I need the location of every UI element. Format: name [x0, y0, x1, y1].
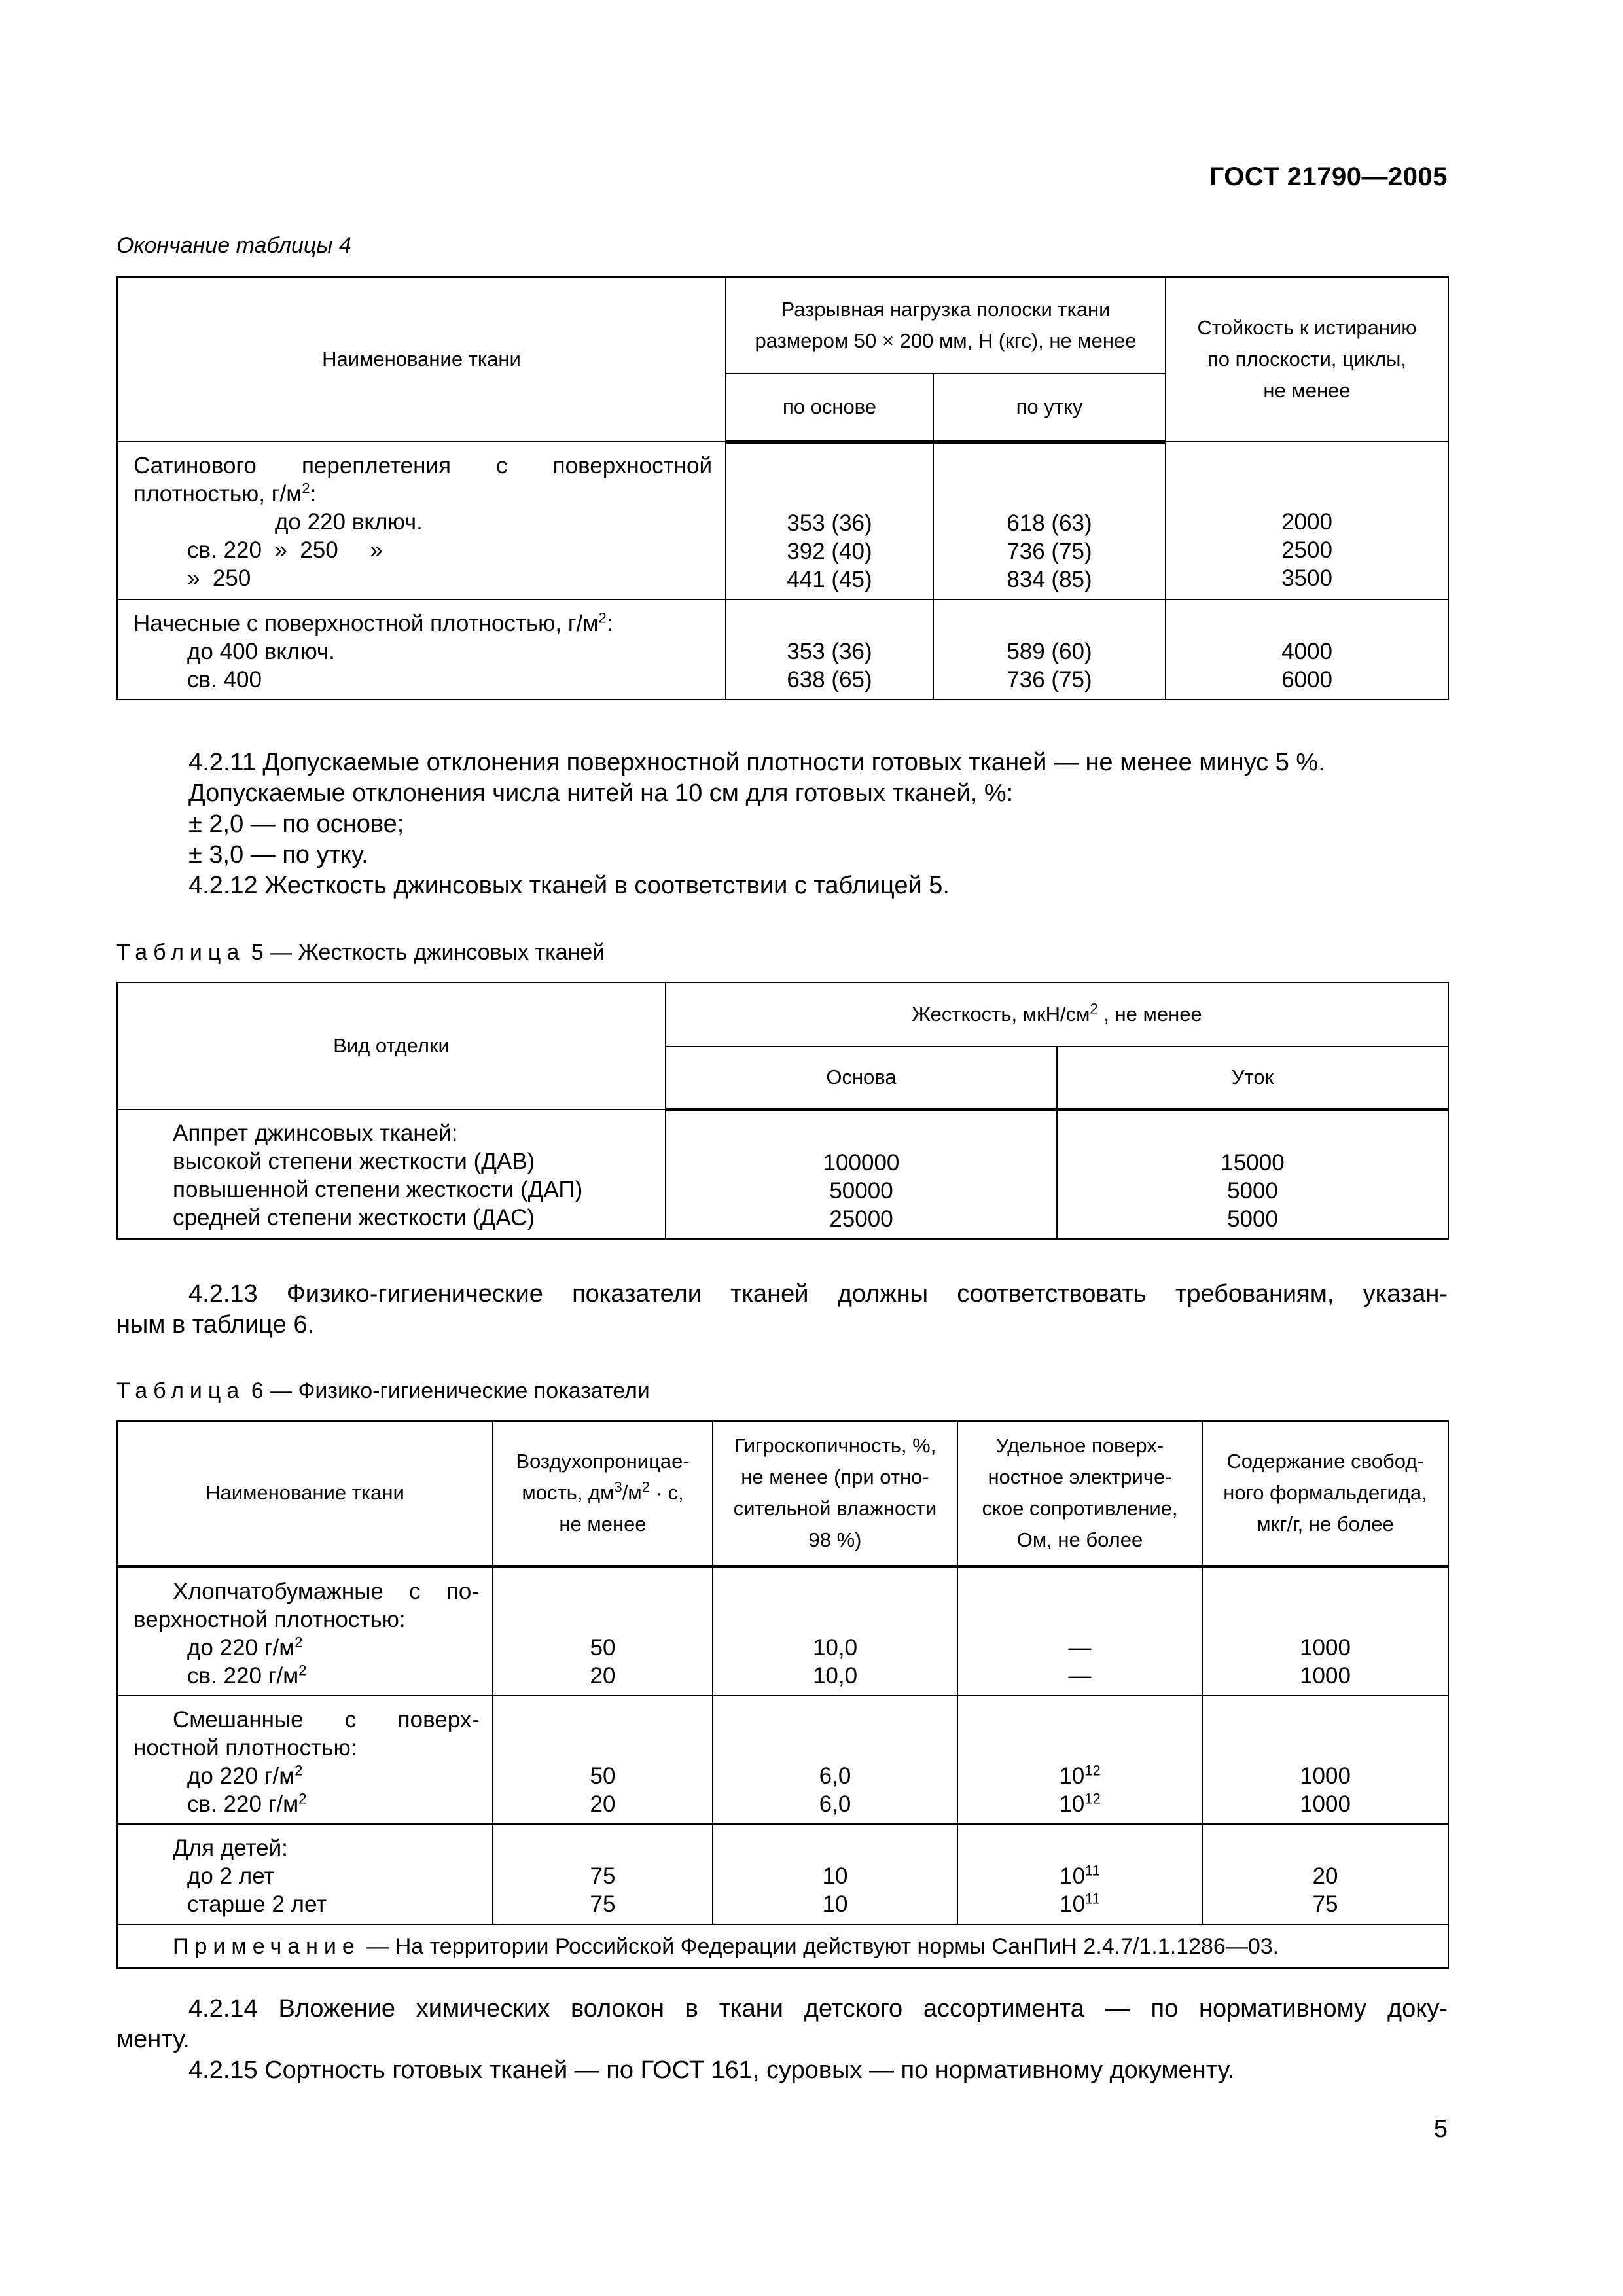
header-weft: по утку — [933, 374, 1166, 442]
formaldehyde-values: 1000 1000 — [1202, 1566, 1448, 1696]
row-label: Сатинового переплетения с поверхностной плотностью, $г/м^2$: до 220 включ. св. 220 » 250 » » 250 — [117, 442, 726, 600]
header-fabric-name: Наименование ткани — [117, 277, 726, 442]
warp-values: 100000 50000 25000 — [666, 1109, 1057, 1239]
header-weft: Уток — [1057, 1047, 1448, 1109]
table-5 — [116, 982, 1449, 1240]
table4-caption: Окончание таблицы 4 — [116, 233, 351, 258]
header-warp: Основа — [666, 1047, 1057, 1109]
row-label: Смешанные с поверх- ностной плотностью: до 220 $г/м^2$ св. 220 $г/м^2$ — [117, 1696, 493, 1824]
warp-values: 353 (36) 392 (40) 441 (45) — [726, 442, 933, 600]
formaldehyde-values: 1000 1000 — [1202, 1696, 1448, 1824]
header-fabric-name: Наименование ткани — [117, 1421, 493, 1566]
resistance-values: — — — [957, 1566, 1202, 1696]
table-row — [117, 1109, 1448, 1239]
paragraph-4-2-14: 4.2.14 Вложение химических волокон в ткани детского ассортимента — по нормативному доку- менту. 4.2.15 Сортность готовых тканей — по ГОСТ 161, суровых — по нормативному документу. — [116, 1994, 1448, 2086]
weft-values: 589 (60) 736 (75) — [933, 600, 1166, 700]
hygroscopicity-values: 6,0 6,0 — [713, 1696, 957, 1824]
header-hygroscopicity: Гигроскопичность, %, не менее (при отно- сительной влажности 98 %) — [713, 1421, 957, 1566]
row-label: Хлопчатобумажные с по- верхностной плотностью: до 220 $г/м^2$ св. 220 $г/м^2$ — [117, 1566, 493, 1696]
resistance-values: $10^{11}$ $10^{11}$ — [957, 1824, 1202, 1924]
paragraph-4-2-15: 4.2.15 Сортность готовых тканей — по ГОСТ 161, суровых — по нормативному документу. — [188, 2056, 1235, 2084]
header-formaldehyde: Содержание свобод- ного формальдегида, мкг/г, не более — [1202, 1421, 1448, 1566]
resistance-values: $10^{12}$ $10^{12}$ — [957, 1696, 1202, 1824]
table6-caption: Таблица 6 — Физико-гигиенические показатели — [116, 1378, 650, 1403]
header-stiffness: Жесткость, мкН/$см^2$ , не менее — [666, 982, 1448, 1047]
air-values: 50 20 — [493, 1566, 713, 1696]
table-note-row — [117, 1924, 1448, 1968]
paragraph-4-2-11: 4.2.11 Допускаемые отклонения поверхностной плотности готовых тканей — не менее минус 5 %. Допускаемые отклонения числа нитей на 10 см для готовых тканей, %: ± 2,0 — по основе; ± 3,0 — по утку. 4.2.12 Жесткость джинсовых тканей в соответствии с таблицей 5. — [116, 747, 1448, 901]
header-abrasion: Стойкость к истиранию по плоскости, циклы, не менее — [1166, 277, 1448, 442]
header-breaking-load: Разрывная нагрузка полоски ткани размером 50 × 200 мм, Н (кгс), не менее — [726, 277, 1166, 374]
header-surface-resistance: Удельное поверх- ностное электриче- ское сопротивление, Ом, не более — [957, 1421, 1202, 1566]
table5-caption: Таблица 5 — Жесткость джинсовых тканей — [116, 940, 605, 965]
table-row — [117, 600, 1448, 700]
table-4 — [116, 276, 1449, 700]
table-6 — [116, 1420, 1449, 1969]
abrasion-values: 2000 2500 3500 — [1166, 442, 1448, 600]
document-page — [116, 0, 1448, 2296]
table-row — [117, 1566, 1448, 1696]
row-label: Начесные с поверхностной плотностью, $г/м^2$: до 400 включ. св. 400 — [117, 600, 726, 700]
air-values: 50 20 — [493, 1696, 713, 1824]
header-air-permeability: Воздухопроницае- мость, $дм^3/м^2 \cdot с$, не менее — [493, 1421, 713, 1566]
weft-values: 618 (63) 736 (75) 834 (85) — [933, 442, 1166, 600]
warp-values: 353 (36) 638 (65) — [726, 600, 933, 700]
table-row — [117, 1824, 1448, 1924]
header-finish: Вид отделки — [117, 982, 666, 1109]
air-values: 75 75 — [493, 1824, 713, 1924]
hygroscopicity-values: 10 10 — [713, 1824, 957, 1924]
page-number: 5 — [1433, 2115, 1448, 2143]
row-label: Для детей: до 2 лет старше 2 лет — [117, 1824, 493, 1924]
weft-values: 15000 5000 5000 — [1057, 1109, 1448, 1239]
table-row — [117, 1696, 1448, 1824]
paragraph-4-2-12: 4.2.12 Жесткость джинсовых тканей в соответствии с таблицей 5. — [188, 872, 950, 899]
standard-number: ГОСТ 21790—2005 — [1209, 162, 1448, 191]
hygroscopicity-values: 10,0 10,0 — [713, 1566, 957, 1696]
table-note: Примечание — На территории Российской Федерации действуют нормы СанПиН 2.4.7/1.1.1286—03. — [117, 1924, 1448, 1968]
abrasion-values: 4000 6000 — [1166, 600, 1448, 700]
table-row — [117, 442, 1448, 600]
row-label: Аппрет джинсовых тканей: высокой степени жесткости (ДАВ) повышенной степени жесткости (ДАП) средней степени жесткости (ДАС) — [117, 1109, 666, 1239]
formaldehyde-values: 20 75 — [1202, 1824, 1448, 1924]
paragraph-4-2-13: 4.2.13 Физико-гигиенические показатели тканей должны соответствовать требованиям, указан- ным в таблице 6. — [116, 1280, 1448, 1338]
header-warp: по основе — [726, 374, 933, 442]
